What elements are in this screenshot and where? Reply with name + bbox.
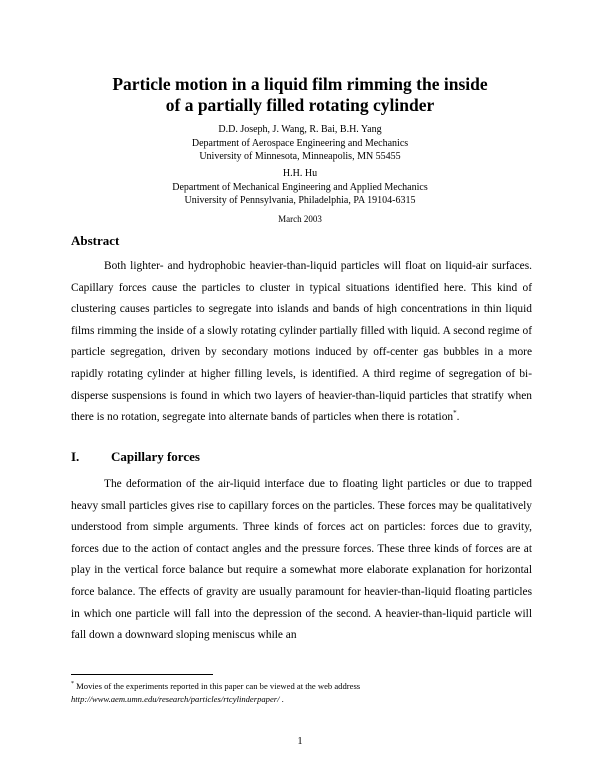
abstract-end: . xyxy=(456,411,460,424)
page-number: 1 xyxy=(297,736,303,747)
section-heading xyxy=(71,449,200,465)
title-line-2: of a partially filled rotating cylinder xyxy=(165,95,435,115)
footnote-reference[interactable]: * xyxy=(453,409,457,418)
footnote-text: Movies of the experiments reported in this paper can be viewed at the web address xyxy=(76,681,361,691)
author-dept-2: Department of Mechanical Engineering and Applied Mechanics xyxy=(172,181,428,193)
footnote xyxy=(71,680,532,706)
author-univ-1: University of Minnesota, Minneapolis, MN 55455 xyxy=(199,151,401,162)
abstract-heading: Abstract xyxy=(71,233,120,248)
section-paragraph: The deformation of the air-liquid interface due to floating light particles or due to trapped heavy small particles gives rise to capillary forces on the particles. These forces may be qualitatively understood from simple arguments. Three kinds of forces act on particles: forces due to gravity, forces due to the action of contact angles and the pressure forces. These three kinds of forces are at play in the vertical force balance but require a somewhat more elaborate explanation for horizontal force balance. The effects of gravity are usually paramount for heavier-than-liquid floating particles in which one particle will fall into the depression of the second. A heavier-than-liquid particle will fall down a downward sloping meniscus while an xyxy=(71,478,532,642)
footnote-end: . xyxy=(279,694,284,704)
author-group-1 xyxy=(60,123,540,164)
paper-date: March 2003 xyxy=(278,214,322,224)
footnote-divider xyxy=(71,674,213,675)
paper-title xyxy=(60,74,540,116)
abstract-text: Both lighter- and hydrophobic heavier-than-liquid particles will float on liquid-air surfaces. Capillary forces cause the particles to cluster in typical situations identified here. This kind of clustering causes particles to segregate into islands and bands of high concentrations in thin liquid films rimming the inside of a slowly rotating cylinder partially filled with liquid. A second regime of particle segregation, driven by secondary motions induced by off-center gas bubbles in a more rapidly rotating cylinder at higher filling levels, is identified. A third regime of segregation of bi-disperse suspensions is found in which two layers of heavier-than-liquid particles that stratify when there is no rotation, segregate into alternate bands of particles when there is rotation xyxy=(71,260,532,424)
author-names-2: H.H. Hu xyxy=(282,168,318,179)
author-group-2 xyxy=(60,167,540,208)
section-number: I. xyxy=(71,449,80,464)
footnote-mark: * xyxy=(71,681,74,688)
author-names-1: D.D. Joseph, J. Wang, R. Bai, B.H. Yang xyxy=(218,124,382,135)
author-dept-1: Department of Aerospace Engineering and Mechanics xyxy=(191,137,409,149)
title-line-1: Particle motion in a liquid film rimming the inside xyxy=(112,74,488,94)
author-univ-2: University of Pennsylvania, Philadelphia, PA 19104-6315 xyxy=(184,195,416,206)
abstract-paragraph xyxy=(71,256,532,429)
footnote-url-link[interactable]: http://www.aem.umn.edu/research/particles/rtcylinderpaper/ xyxy=(71,694,280,704)
section-title: Capillary forces xyxy=(111,449,200,464)
